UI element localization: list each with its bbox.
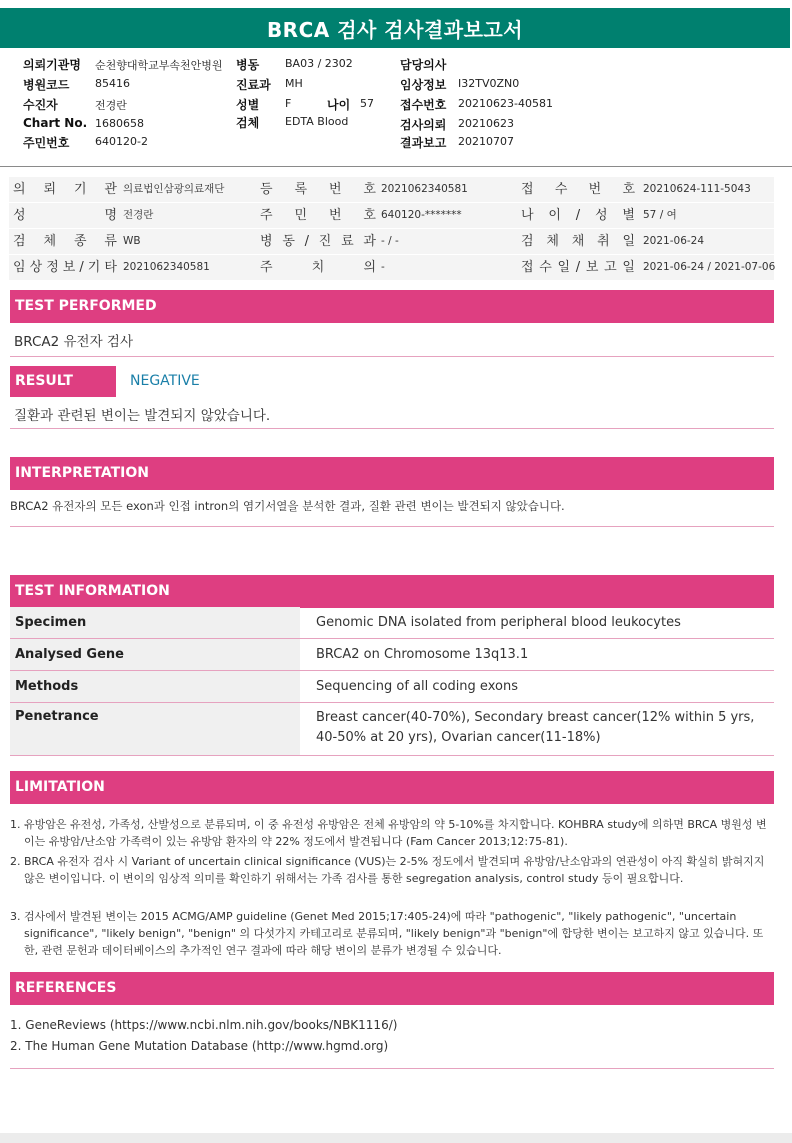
- section-divider: [10, 428, 774, 429]
- info-label: 검 체 채 취 일: [521, 234, 635, 249]
- report-date-value: 20210707: [458, 135, 514, 148]
- info-value: 2021062340581: [123, 261, 210, 273]
- result-value: NEGATIVE: [130, 373, 200, 389]
- info-value: 20210624-111-5043: [643, 183, 751, 195]
- reference-item: 1. GeneReviews (https://www.ncbi.nlm.nih.gov/books/NBK1116/): [10, 1018, 398, 1032]
- info-label: 의 뢰 기 관: [13, 182, 117, 197]
- test-performed-text: BRCA2 유전자 검사: [14, 334, 134, 350]
- list-text: 검사에서 발견된 변이는 2015 ACMG/AMP guideline (Genet Med 2015;17:405-24)에 따라 "pathogenic", "likely pathogenic", "uncertain significance", "likely benign", "benign" 의 다섯가지 카테고리로 분류되며, "likely benign"과 "benign"에 합당한 변이는 보고하지 않고 있습니다. 또한, 관련 문헌과 데이터베이스의 추가적인 연구 결과에 따라 해당 변이의 분류가 변경될 수 있습니다.: [24, 910, 764, 957]
- institution-label: 의뢰기관명: [23, 58, 81, 72]
- limitation-header: LIMITATION: [10, 771, 774, 804]
- references-header: REFERENCES: [10, 972, 774, 1005]
- institution-value: 순천향대학교부속천안병원: [95, 59, 223, 72]
- info-value: 전경란: [123, 209, 154, 221]
- info-value: 의료법인삼광의료재단: [123, 183, 225, 195]
- info-label: 검 체 종 류: [13, 234, 117, 249]
- table-row: [10, 639, 774, 671]
- report-date-label: 결과보고: [400, 136, 447, 150]
- info-label: 나 이 / 성 별: [521, 208, 635, 223]
- info-row: [9, 177, 774, 202]
- result-label: RESULT: [10, 366, 116, 397]
- patient-value: 전경란: [95, 99, 127, 112]
- sex-label: 성별: [236, 98, 260, 112]
- info-value: - / -: [381, 235, 399, 247]
- info-value: 2021062340581: [381, 183, 468, 195]
- section-divider: [10, 1068, 774, 1069]
- request-date-label: 검사의뢰: [400, 118, 447, 132]
- hospital-code-value: 85416: [95, 77, 130, 90]
- table-key: Analysed Gene: [10, 639, 300, 670]
- info-label: 주 민 번 호: [260, 208, 376, 223]
- info-label: 주 치 의: [260, 260, 376, 275]
- info-value: 57 / 여: [643, 209, 677, 221]
- table-value: Sequencing of all coding exons: [316, 679, 518, 694]
- info-label: 병 동 / 진 료 과: [260, 234, 376, 249]
- interpretation-header: INTERPRETATION: [10, 457, 774, 490]
- info-value: 2021-06-24: [643, 235, 705, 247]
- request-date-value: 20210623: [458, 117, 514, 130]
- table-key: Specimen: [10, 607, 300, 638]
- list-text: 유방암은 유전성, 가족성, 산발성으로 분류되며, 이 중 유전성 유방암은 전체 유방암의 약 5-10%를 차지합니다. KOHBRA study에 의하면 BRCA 병원성 변이는 유방암/난소암 가족력이 있는 유방암 환자의 약 22% 정도에서 발견됩니다 (Fam Cancer 2013;12:75-81).: [24, 818, 767, 848]
- info-value: -: [381, 261, 385, 273]
- list-text: BRCA 유전자 검사 시 Variant of uncertain clinical significance (VUS)는 2-5% 정도에서 발견되며 유방암/난소암과의 연관성이 아직 확실히 밝혀지지 않은 변이입니다. 이 변이의 임상적 의미를 확인하기 위해서는 가족 검사를 통한 segregation analysis, control study 등이 필요합니다.: [24, 855, 765, 885]
- id-number-value: 640120-2: [95, 135, 148, 148]
- chart-no-label: Chart No.: [23, 116, 88, 130]
- section-divider: [10, 356, 774, 357]
- receipt-no-value: 20210623-40581: [458, 97, 553, 110]
- info-label: 접 수 번 호: [521, 182, 635, 197]
- info-label: 등 록 번 호: [260, 182, 376, 197]
- info-row: [9, 229, 774, 254]
- age-label: 나이: [327, 98, 351, 112]
- clinical-info-label: 임상정보: [400, 78, 447, 92]
- result-row: [10, 366, 774, 397]
- table-value: BRCA2 on Chromosome 13q13.1: [316, 647, 529, 662]
- clinical-info-value: I32TV0ZN0: [458, 77, 520, 90]
- hospital-code-label: 병원코드: [23, 78, 70, 92]
- result-text: 질환과 관련된 변이는 발견되지 않았습니다.: [14, 408, 271, 424]
- ward-label: 병동: [236, 58, 260, 72]
- age-value: 57: [360, 97, 374, 110]
- info-value: WB: [123, 235, 141, 247]
- report-title: BRCA 검사 검사결과보고서: [0, 8, 790, 48]
- section-divider: [10, 526, 774, 527]
- dept-label: 진료과: [236, 78, 271, 92]
- id-number-label: 주민번호: [23, 136, 70, 150]
- table-key: Penetrance: [10, 703, 300, 755]
- specimen-value: EDTA Blood: [285, 115, 349, 128]
- patient-label: 수진자: [23, 98, 58, 112]
- test-performed-header: TEST PERFORMED: [10, 290, 774, 323]
- info-row: [9, 255, 774, 280]
- limitation-item: [10, 816, 775, 852]
- table-value: Breast cancer(40-70%), Secondary breast cancer(12% within 5 yrs, 40-50% at 20 yrs), Ovarian cancer(11-18%): [316, 710, 755, 745]
- table-row: [10, 671, 774, 703]
- doctor-label: 담당의사: [400, 58, 447, 72]
- specimen-label: 검체: [236, 116, 260, 130]
- table-row: [10, 703, 774, 756]
- table-value: Genomic DNA isolated from peripheral blood leukocytes: [316, 615, 681, 630]
- info-label: 접 수 일 / 보 고 일: [521, 260, 635, 275]
- table-row: [10, 607, 774, 639]
- dept-value: MH: [285, 77, 303, 90]
- info-label: 임 상 정 보 / 기 타: [13, 260, 117, 275]
- page-footer-band: [0, 1133, 792, 1143]
- chart-no-value: 1680658: [95, 117, 144, 130]
- receipt-no-label: 접수번호: [400, 98, 447, 112]
- info-value: 2021-06-24 / 2021-07-06: [643, 261, 776, 273]
- info-label: 성 명: [13, 208, 117, 223]
- list-number: 1.: [10, 818, 21, 831]
- ward-value: BA03 / 2302: [285, 57, 353, 70]
- report-header: [0, 48, 790, 166]
- reference-item: 2. The Human Gene Mutation Database (http://www.hgmd.org): [10, 1039, 389, 1053]
- test-information-header: TEST INFORMATION: [10, 575, 774, 608]
- info-value: 640120-*******: [381, 209, 462, 221]
- table-key: Methods: [10, 671, 300, 702]
- limitation-item: [10, 908, 775, 960]
- header-divider: [0, 166, 792, 167]
- sex-value: F: [285, 97, 292, 110]
- limitation-item: [10, 853, 775, 905]
- interpretation-text: BRCA2 유전자의 모든 exon과 인접 intron의 염기서열을 분석한 결과, 질환 관련 변이는 발견되지 않았습니다.: [10, 499, 565, 513]
- list-number: 2.: [10, 855, 21, 868]
- list-number: 3.: [10, 910, 21, 923]
- info-row: [9, 203, 774, 228]
